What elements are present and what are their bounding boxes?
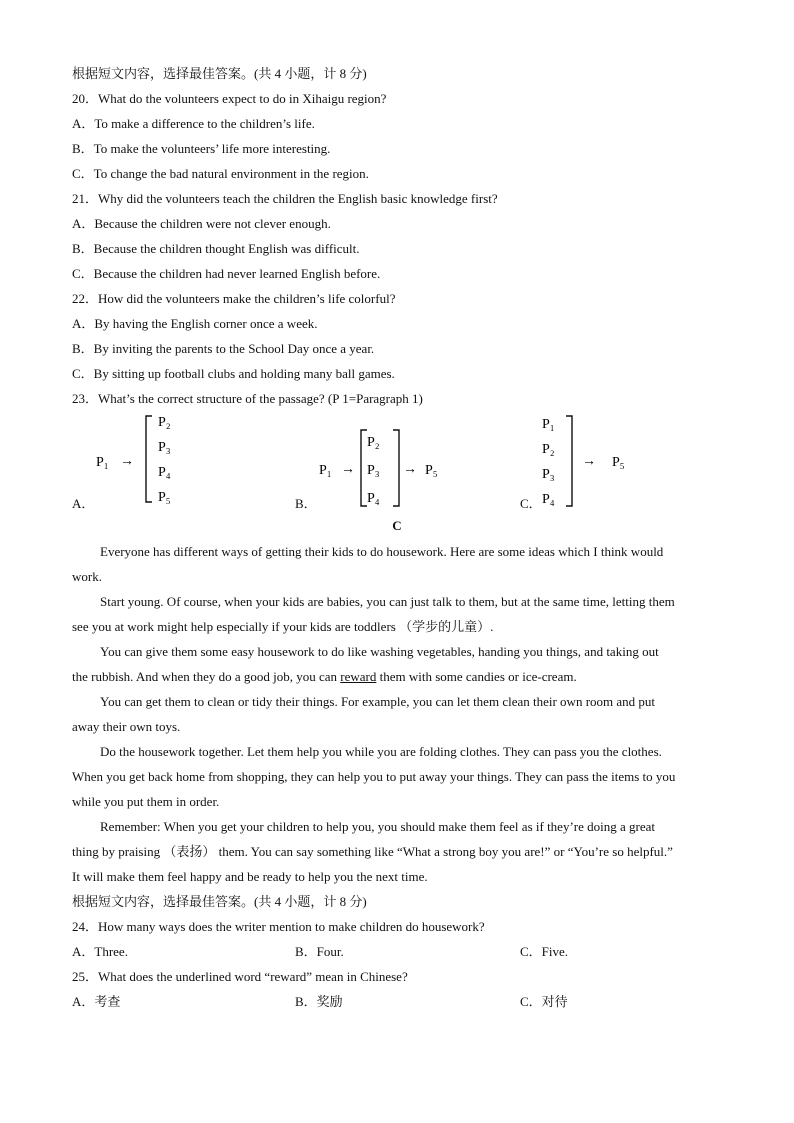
- question-20-option-b: B．To make the volunteers’ life more interesting.: [72, 141, 331, 156]
- diagram-a-arrow: →: [120, 454, 134, 469]
- diagram-b-arrow-1: →: [341, 462, 355, 477]
- question-22-stem: 22．How did the volunteers make the children’s life colorful?: [72, 291, 396, 306]
- diagram-a-p5: P₅: [158, 490, 171, 505]
- question-24-option-b: B．Four.: [295, 944, 344, 959]
- question-24-option-a: A．Three.: [72, 944, 128, 959]
- diagram-b-p1: P₁: [319, 463, 332, 478]
- question-22-option-b: B．By inviting the parents to the School Day once a year.: [72, 341, 375, 356]
- question-21-option-b: B．Because the children thought English was difficult.: [72, 241, 360, 256]
- diagram-a-p3: P₃: [158, 440, 171, 455]
- passage-p5-line1: Do the housework together. Let them help you while you are folding clothes. They can pass you the clothes.: [100, 744, 662, 759]
- passage-section-label: C: [392, 518, 402, 533]
- passage-p2-line1: Start young. Of course, when your kids are babies, you can just talk to them, but at the same time, letting them: [100, 594, 675, 609]
- question-23-option-b-label: B．: [295, 496, 317, 511]
- diagram-a-p1: P₁: [96, 455, 109, 470]
- structure-diagram-b: [315, 424, 475, 510]
- diagram-c-p5: P₅: [612, 455, 625, 470]
- question-20-option-a: A．To make a difference to the children’s life.: [72, 116, 315, 131]
- question-22-option-a: A．By having the English corner once a week.: [72, 316, 318, 331]
- passage-p6-line1: Remember: When you get your children to help you, you should make them feel as if they’re doing a great: [100, 819, 655, 834]
- diagram-c-p1: P₁: [542, 417, 555, 432]
- question-20-stem: 20．What do the volunteers expect to do in Xihaigu region?: [72, 91, 387, 106]
- diagram-c-p3: P₃: [542, 467, 555, 482]
- diagram-a-bracket: [146, 416, 152, 502]
- diagram-b-p4: P₄: [367, 491, 380, 506]
- passage-p3-line2-pre: the rubbish. And when they do a good job, you can: [72, 669, 341, 684]
- question-24-option-c: C．Five.: [520, 944, 569, 959]
- question-21-option-a: A．Because the children were not clever enough.: [72, 216, 331, 231]
- underlined-word-reward: reward: [340, 669, 377, 684]
- diagram-b-arrow-2: →: [403, 462, 417, 477]
- question-20-option-c: C．To change the bad natural environment in the region.: [72, 166, 369, 181]
- question-21-option-c: C．Because the children had never learned English before.: [72, 266, 381, 281]
- passage-p6-line3: It will make them feel happy and be ready to help you the next time.: [72, 869, 428, 884]
- diagram-c-bracket: [566, 416, 572, 506]
- diagram-c-p4: P₄: [542, 492, 555, 507]
- question-23-option-c-label: C．: [520, 496, 542, 511]
- passage-p5-line2: When you get back home from shopping, they can help you to put away your things. They can pass the items to you: [72, 769, 676, 784]
- diagram-b-p5: P₅: [425, 463, 438, 478]
- passage-p5-line3: while you put them in order.: [72, 794, 220, 809]
- passage-p1-line2: work.: [72, 569, 102, 584]
- question-21-stem: 21．Why did the volunteers teach the children the English basic knowledge first?: [72, 191, 498, 206]
- question-25-option-a: A．考查: [72, 994, 121, 1009]
- passage-p3-line2: [72, 669, 577, 685]
- question-22-option-c: C．By sitting up football clubs and holding many ball games.: [72, 366, 395, 381]
- diagram-b-p3: P₃: [367, 463, 380, 478]
- diagram-a-p4: P₄: [158, 465, 171, 480]
- passage-p6-line2: thing by praising （表扬） them. You can say something like “What a strong boy you are!” or “You’re so helpful.”: [72, 844, 673, 859]
- structure-diagram-c: [538, 412, 648, 510]
- question-23-option-a-label: A．: [72, 496, 95, 511]
- passage-p1-line1: Everyone has different ways of getting their kids to do housework. Here are some ideas which I think would: [100, 544, 664, 559]
- section1-instruction: 根据短文内容，选择最佳答案。(共 4 小题，计 8 分): [72, 66, 367, 81]
- diagram-b-right-bracket: [393, 430, 399, 506]
- passage-p3-line1: You can give them some easy housework to do like washing vegetables, handing you things, and taking out: [100, 644, 659, 659]
- passage-p4-line2: away their own toys.: [72, 719, 181, 734]
- diagram-b-p2: P₂: [367, 435, 380, 450]
- question-23-stem: 23．What’s the correct structure of the passage? (P 1=Paragraph 1): [72, 391, 423, 406]
- passage-p3-line2-post: them with some candies or ice-cream.: [376, 669, 577, 684]
- question-25-stem: 25．What does the underlined word “reward” mean in Chinese?: [72, 969, 408, 984]
- section2-instruction: 根据短文内容，选择最佳答案。(共 4 小题，计 8 分): [72, 894, 367, 909]
- diagram-c-arrow: →: [582, 454, 596, 469]
- diagram-c-p2: P₂: [542, 442, 555, 457]
- question-25-option-b: B．奖励: [295, 994, 343, 1009]
- question-25-option-c: C．对待: [520, 994, 568, 1009]
- question-24-stem: 24．How many ways does the writer mention to make children do housework?: [72, 919, 485, 934]
- structure-diagram-a: [90, 410, 200, 510]
- diagram-a-p2: P₂: [158, 415, 171, 430]
- passage-p2-line2: see you at work might help especially if your kids are toddlers （学步的儿童）.: [72, 619, 494, 634]
- passage-p4-line1: You can get them to clean or tidy their things. For example, you can let them clean their own room and put: [100, 694, 656, 709]
